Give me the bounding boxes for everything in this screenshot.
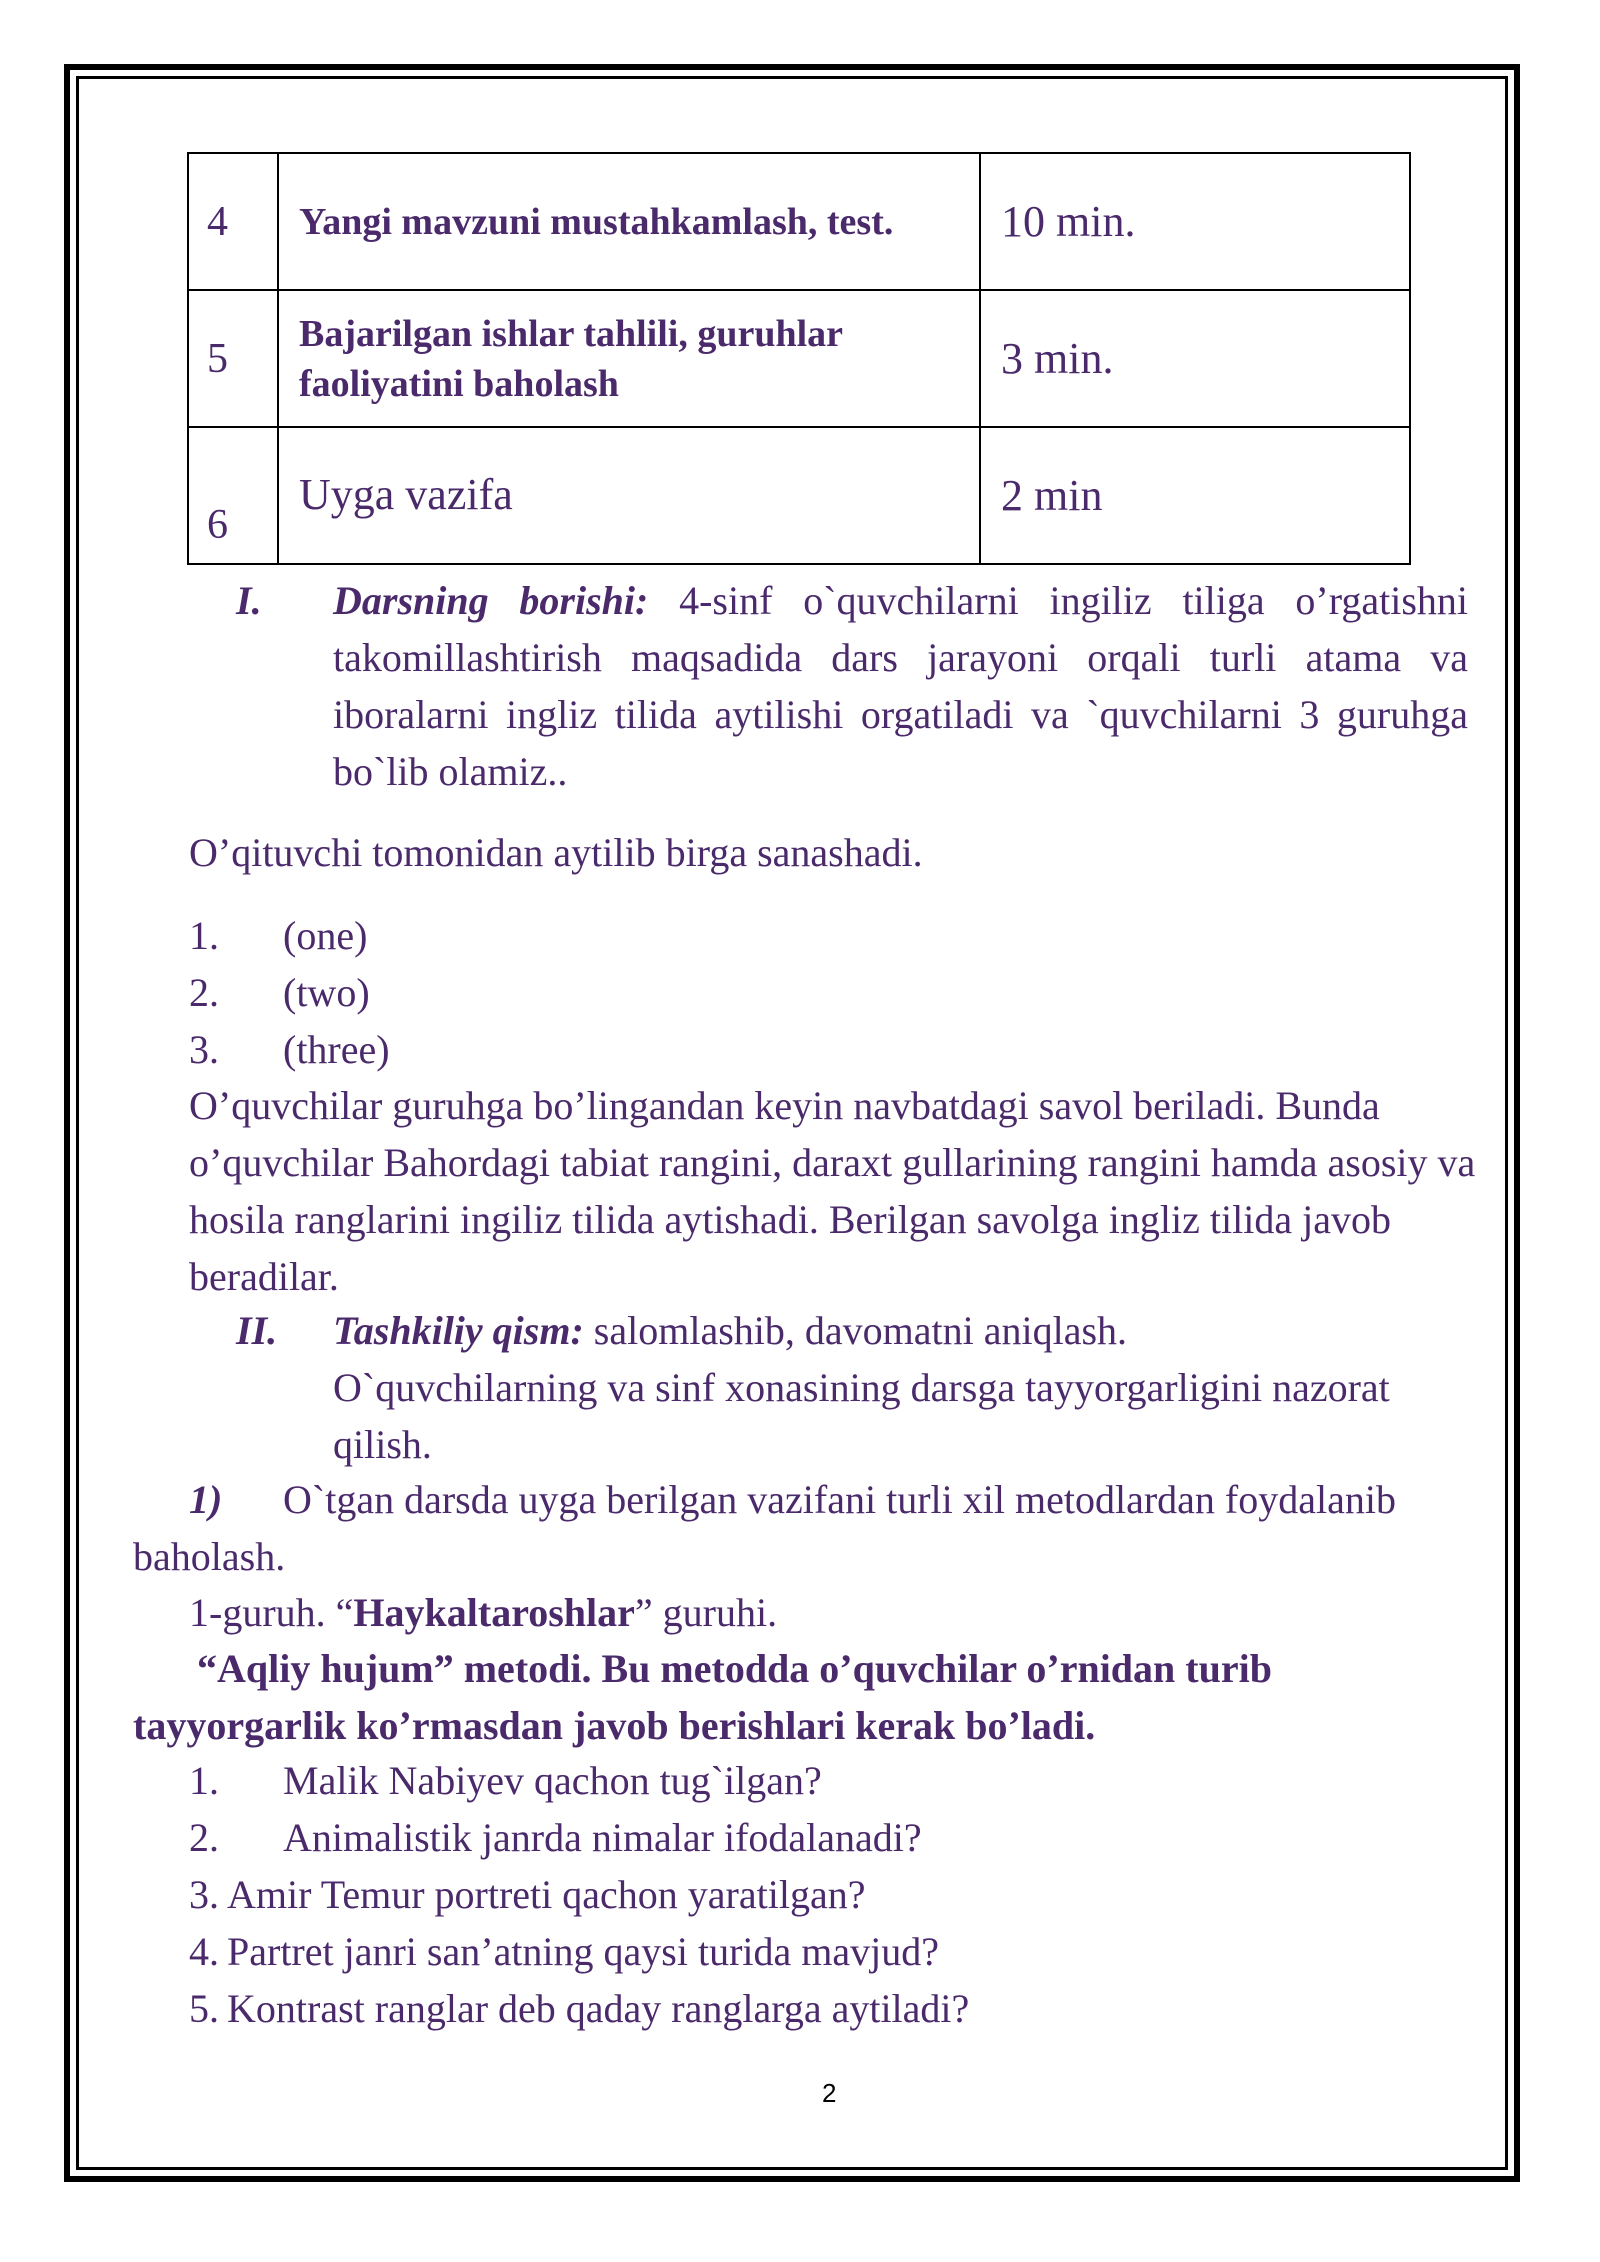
group-name: Haykaltaroshlar — [353, 1590, 635, 1635]
table-row — [188, 290, 1410, 427]
row-time: 2 min — [980, 427, 1410, 564]
count-list — [189, 907, 390, 1078]
row-time: 3 min. — [980, 290, 1410, 427]
row-time: 10 min. — [980, 153, 1410, 290]
item-1-paragraph — [133, 1471, 1483, 1585]
section-1-numeral: I. — [236, 578, 262, 623]
row-number: 4 — [188, 153, 278, 290]
row-number: 6 — [188, 427, 278, 564]
teacher-line: O’qituvchi tomonidan aytilib birga sanashadi. — [189, 830, 923, 875]
list-item: 2. Animalistik janrda nimalar ifodalanadi? — [189, 1815, 922, 1860]
section-2-paragraph — [333, 1302, 1468, 1473]
list-item: 2. (two) — [189, 970, 370, 1015]
table-row — [188, 427, 1410, 564]
item-1-number: 1) — [189, 1477, 223, 1522]
row-topic: Yangi mavzuni mustahkamlash, test. — [278, 153, 980, 290]
list-item: 1. Malik Nabiyev qachon tug`ilgan? — [189, 1758, 822, 1803]
group-line: 1-guruh. “Haykaltaroshlar” guruhi. — [189, 1590, 778, 1635]
section-2-numeral: II. — [236, 1308, 278, 1353]
section-2-text: salomlashib, davomatni aniqlash. — [583, 1308, 1128, 1353]
page-number: 2 — [822, 2078, 837, 2108]
row-topic: Bajarilgan ishlar tahlili, guruhlar faoliyatini baholash — [278, 290, 980, 427]
row-number: 5 — [188, 290, 278, 427]
list-item: 3. (three) — [189, 1027, 390, 1072]
item-1-text: O`tgan darsda uyga berilgan vazifani turli xil metodlardan foydalanib baholash. — [133, 1477, 1396, 1579]
section-1-text: 4-sinf o`quvchilarni ingiliz tiliga o’rgatishni takomillashtirish maqsadida dars jarayoni orqali turli atama va iboralarni ingliz tilida aytilishi orgatiladi va `quvchilarni 3 guruhga bo`lib olamiz.. — [333, 578, 1468, 794]
list-item: 4. Partret janri san’atning qaysi turida mavjud? — [189, 1929, 940, 1974]
section-1-paragraph — [333, 572, 1468, 800]
method-paragraph: “Aqliy hujum” metodi. Bu metodda o’quvchilar o’rnidan turib tayyorgarlik ko’rmasdan javob berishlari kerak bo’ladi. — [133, 1646, 1272, 1748]
groups-paragraph: O’quvchilar guruhga bo’lingandan keyin navbatdagi savol beriladi. Bunda o’quvchilar Bahordagi tabiat rangini, daraxt gullarining rangini hamda asosiy va hosila ranglarini ingiliz tilida aytishadi. Berilgan savolga ingliz tilida javob beradilar. — [189, 1083, 1476, 1299]
section-1-label: Darsning borishi: — [333, 578, 649, 623]
questions-list — [189, 1752, 969, 2037]
list-item: 5. Kontrast ranglar deb qaday ranglarga aytiladi? — [189, 1986, 970, 2031]
table-row — [188, 153, 1410, 290]
lesson-plan-table — [187, 152, 1411, 565]
row-topic: Uyga vazifa — [278, 427, 980, 564]
section-2-continuation: O`quvchilarning va sinf xonasining darsga tayyorgarligini nazorat qilish. — [333, 1365, 1390, 1467]
list-item: 3. Amir Temur portreti qachon yaratilgan? — [189, 1872, 866, 1917]
section-2-label: Tashkiliy qism: — [333, 1308, 584, 1353]
list-item: 1. (one) — [189, 913, 368, 958]
